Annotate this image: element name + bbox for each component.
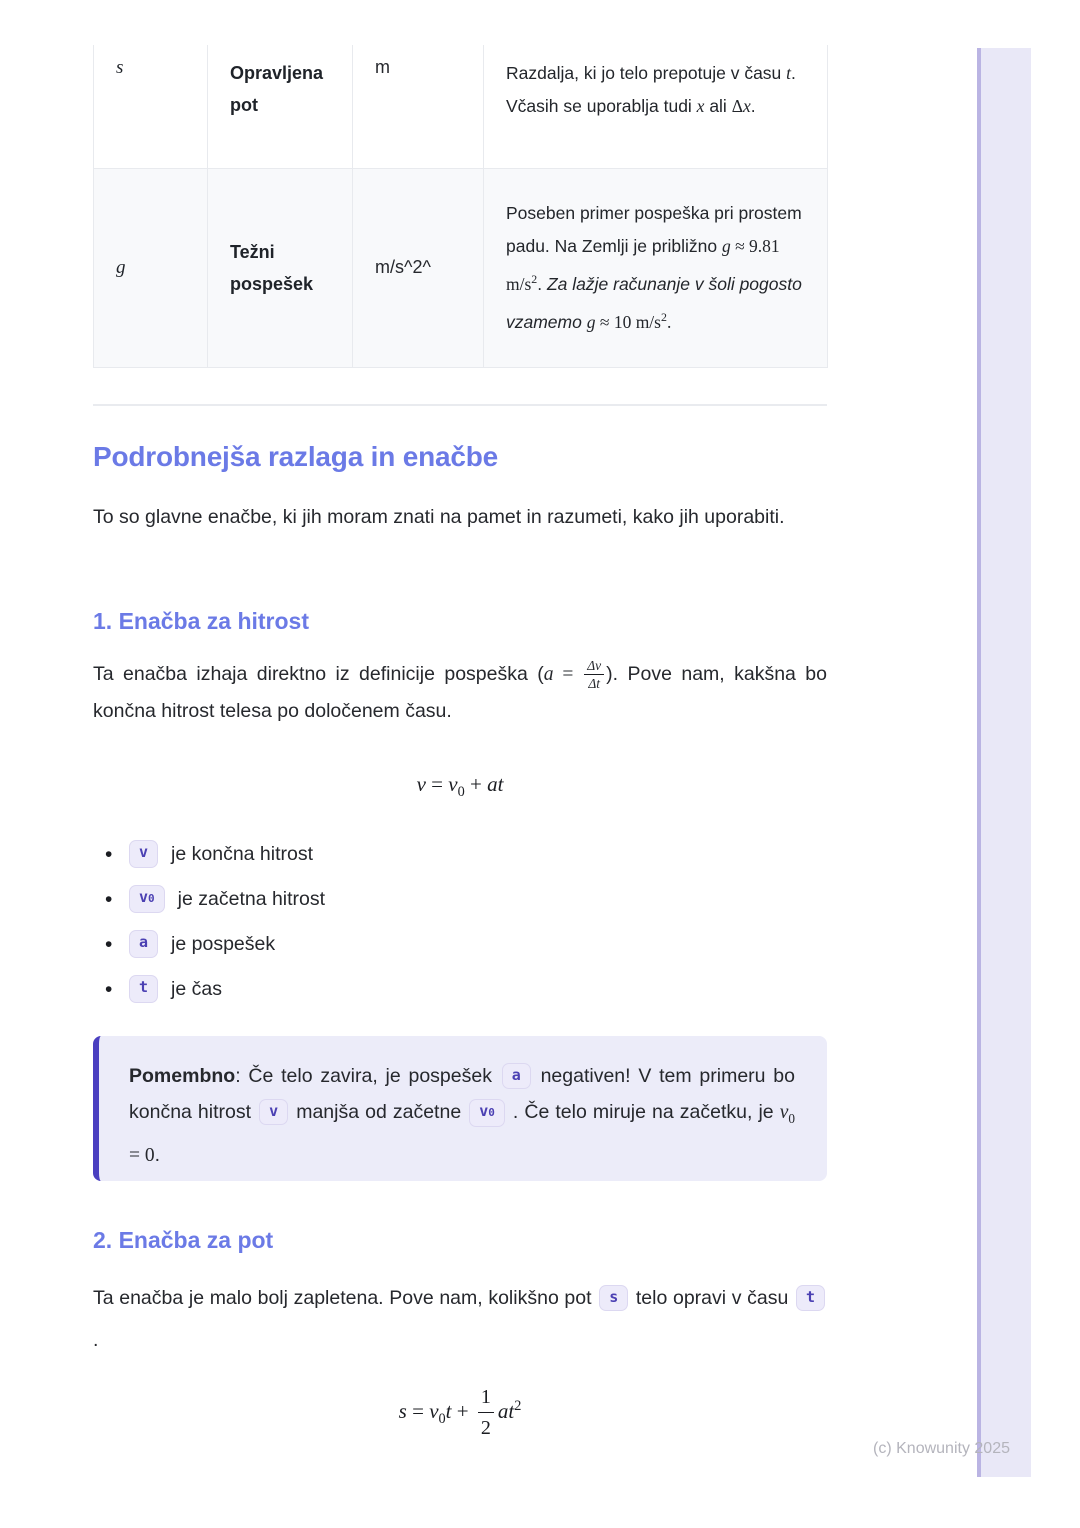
math-text: Δ (731, 96, 743, 116)
math-text: v (779, 1102, 789, 1123)
text-segment: . Če telo miruje na začetku, je (506, 1101, 780, 1123)
text-segment: ali (704, 96, 732, 116)
text-segment: . (537, 273, 547, 294)
list-item-label: je začetna hitrost (177, 887, 326, 910)
bullet-icon: • (105, 977, 113, 1001)
subsection-heading-velocity: 1. Enačba za hitrost (93, 608, 310, 634)
variable-list (93, 840, 827, 1020)
math-text: ≈ 10 m/s (595, 311, 661, 332)
velocity-paragraph (93, 656, 827, 730)
variable-chip: v0 (129, 885, 165, 913)
superscript: 2 (514, 1398, 522, 1415)
subscript: 0 (788, 1110, 795, 1126)
text-segment: . (154, 1143, 161, 1166)
math-text: at (487, 772, 504, 796)
variable-chip: v (259, 1099, 288, 1125)
text-segment: Poseben primer pospeška pri prostem padu. Na Zemlji je približno (506, 202, 802, 256)
math-text: s (398, 1399, 407, 1424)
superscript: 2 (660, 309, 667, 324)
math-text: = (553, 664, 583, 685)
important-callout (93, 1036, 827, 1181)
variable-chip: a (502, 1063, 531, 1089)
math-text: g (586, 311, 596, 332)
variable-chip: s (599, 1285, 628, 1311)
list-item (93, 975, 827, 1003)
math-text: = 0 (129, 1144, 155, 1166)
section-divider (93, 404, 827, 406)
math-text: g (721, 235, 731, 256)
math-text: x (696, 96, 705, 116)
math-text: at (497, 1399, 515, 1424)
bullet-icon: • (105, 932, 113, 956)
text-segment: Za lažje računanje v šoli pogosto vzamemo (506, 273, 802, 332)
text-segment: . Včasih se uporablja tudi (506, 63, 796, 116)
math-text: v (448, 772, 458, 796)
variables-table (93, 45, 828, 368)
subscript: 0 (457, 784, 465, 801)
math-text: + (451, 1399, 474, 1424)
unit-cell: m (353, 45, 484, 168)
text-segment: Razdalja, ki jo telo prepotuje v času (506, 63, 787, 83)
text-segment: : Če telo zavira, je pospešek (235, 1065, 500, 1087)
symbol-cell: s (94, 45, 208, 168)
math-text: = (425, 772, 449, 796)
symbol-cell: g (94, 168, 208, 367)
list-item-label: je pospešek (171, 932, 276, 955)
text-segment: . (750, 96, 756, 116)
copyright-text: (c) Knowunity 2025 (873, 1440, 1010, 1457)
math-text: x (742, 96, 751, 116)
math-text: ≈ 9.81 m/s (506, 235, 780, 294)
subscript: 0 (438, 1411, 446, 1428)
text-segment: negativen! V tem primeru bo končna hitrost (129, 1065, 795, 1123)
variable-chip: v0 (469, 1099, 505, 1127)
math-text: + (464, 772, 488, 796)
subsection-heading-path: 2. Enačba za pot (93, 1227, 274, 1253)
description-cell (484, 45, 828, 168)
bullet-icon: • (105, 887, 113, 911)
name-cell: Težni pospešek (208, 168, 353, 367)
path-equation (93, 1383, 827, 1442)
math-text: t (445, 1399, 452, 1424)
text-segment: telo opravi v času (630, 1287, 794, 1309)
section-heading: Podrobnejša razlaga in enačbe (93, 441, 498, 472)
math-text: t (786, 63, 792, 83)
math-text: a (543, 664, 554, 685)
velocity-equation (93, 772, 827, 801)
text-segment: Pomembno (129, 1065, 236, 1087)
table-row (94, 45, 828, 168)
math-text: v (429, 1399, 439, 1424)
variable-chip: a (129, 930, 158, 958)
path-paragraph (93, 1277, 827, 1361)
fraction: $\frac{\Delta v}{\Delta t}$ (584, 658, 604, 692)
text-segment: Ta enačba izhaja direktno iz definicije pospeška ( (93, 663, 544, 685)
list-item-label: je čas (171, 977, 222, 1000)
unit-cell: m/s^2^ (353, 168, 484, 367)
text-segment: . (93, 1329, 99, 1351)
math-text: v (416, 772, 426, 796)
intro-paragraph: To so glavne enačbe, ki jih moram znati na pamet in razumeti, kako jih uporabiti. (93, 506, 785, 528)
scrollbar-track[interactable] (977, 48, 1031, 1477)
superscript: 2 (531, 271, 538, 286)
variable-chip: v (129, 840, 158, 868)
list-item (93, 840, 827, 868)
math-text: . (666, 311, 672, 332)
text-segment: ). Pove nam, kakšna bo končna hitrost telesa po določenem času. (93, 663, 828, 722)
math-text: = (406, 1399, 430, 1424)
text-segment: manjša od začetne (290, 1101, 468, 1123)
text-segment: Ta enačba je malo bolj zapletena. Pove nam, kolikšno pot (93, 1287, 598, 1309)
table-row (94, 168, 828, 367)
list-item-label: je končna hitrost (171, 842, 314, 865)
description-cell (484, 168, 828, 367)
variable-chip: t (129, 975, 158, 1003)
list-item (93, 885, 827, 913)
fraction: $\frac{1}{2}$ (478, 1383, 494, 1442)
bullet-icon: • (105, 842, 113, 866)
name-cell: Opravljena pot (208, 45, 353, 168)
variable-chip: t (796, 1285, 825, 1311)
list-item (93, 930, 827, 958)
